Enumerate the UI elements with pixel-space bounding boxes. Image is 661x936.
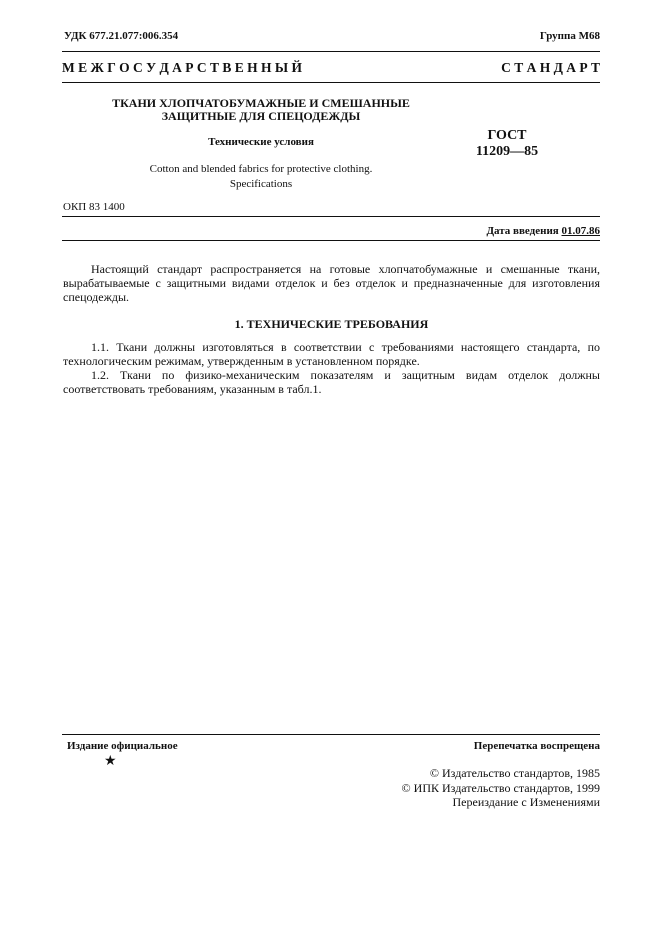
header-rule-bottom xyxy=(62,82,600,83)
document-title xyxy=(92,97,430,123)
intro-paragraph: Настоящий стандарт распространяется на готовые хлопчатобумажные и смешанные ткани, вырабатываемые с защитными видами отделок и без отделок и предназначенные для изготовления спецодежды. xyxy=(63,262,600,304)
reissue-line: Переиздание с Изменениями xyxy=(452,795,600,809)
reprint-prohibited-label: Перепечатка воспрещена xyxy=(473,740,600,752)
effective-date xyxy=(486,225,600,237)
document-subtitle: Технические условия xyxy=(208,136,314,148)
english-title-line-1: Cotton and blended fabrics for protective clothing. xyxy=(149,163,373,175)
group-code: Группа М68 xyxy=(539,30,600,42)
banner-word-interstate: М Е Ж Г О С У Д А Р С Т В Е Н Н Ы Й xyxy=(62,60,303,75)
title-line-1: ТКАНИ ХЛОПЧАТОБУМАЖНЫЕ И СМЕШАННЫЕ xyxy=(112,96,410,110)
footer-rule xyxy=(62,734,600,735)
official-edition-label: Издание официальное xyxy=(67,740,178,752)
section-1-heading: 1. ТЕХНИЧЕСКИЕ ТРЕБОВАНИЯ xyxy=(234,317,429,331)
title-line-2: ЗАЩИТНЫЕ ДЛЯ СПЕЦОДЕЖДЫ xyxy=(161,109,361,123)
date-rule xyxy=(62,240,600,241)
udk-code: УДК 677.21.077:006.354 xyxy=(64,30,179,42)
clause-1-2: 1.2. Ткани по физико-механическим показателям и защитным видам отделок должны соответствовать требованиям, указанным в табл.1. xyxy=(63,368,600,396)
gost-designation xyxy=(467,128,547,160)
header-rule-top xyxy=(62,51,600,52)
english-title xyxy=(92,162,430,192)
effective-date-value: 01.07.86 xyxy=(561,225,600,237)
okp-rule xyxy=(62,216,600,217)
gost-label: ГОСТ xyxy=(487,128,527,143)
copyright-line-2: © ИПК Издательство стандартов, 1999 xyxy=(401,780,600,795)
star-icon: ★ xyxy=(104,754,117,769)
copyright-block xyxy=(402,766,600,810)
clause-1-1: 1.1. Ткани должны изготовляться в соответствии с требованиями настоящего стандарта, по технологическим режимам, утвержденным в установленном порядке. xyxy=(63,340,600,368)
banner-word-standard: С Т А Н Д А Р Т xyxy=(501,60,600,75)
gost-number: 11209—85 xyxy=(475,144,539,159)
english-title-line-2: Specifications xyxy=(229,178,293,190)
copyright-line-1: © Издательство стандартов, 1985 xyxy=(429,766,600,780)
interstate-standard-banner xyxy=(62,60,600,76)
effective-date-label: Дата введения xyxy=(486,225,559,237)
okp-code: ОКП 83 1400 xyxy=(63,201,125,213)
